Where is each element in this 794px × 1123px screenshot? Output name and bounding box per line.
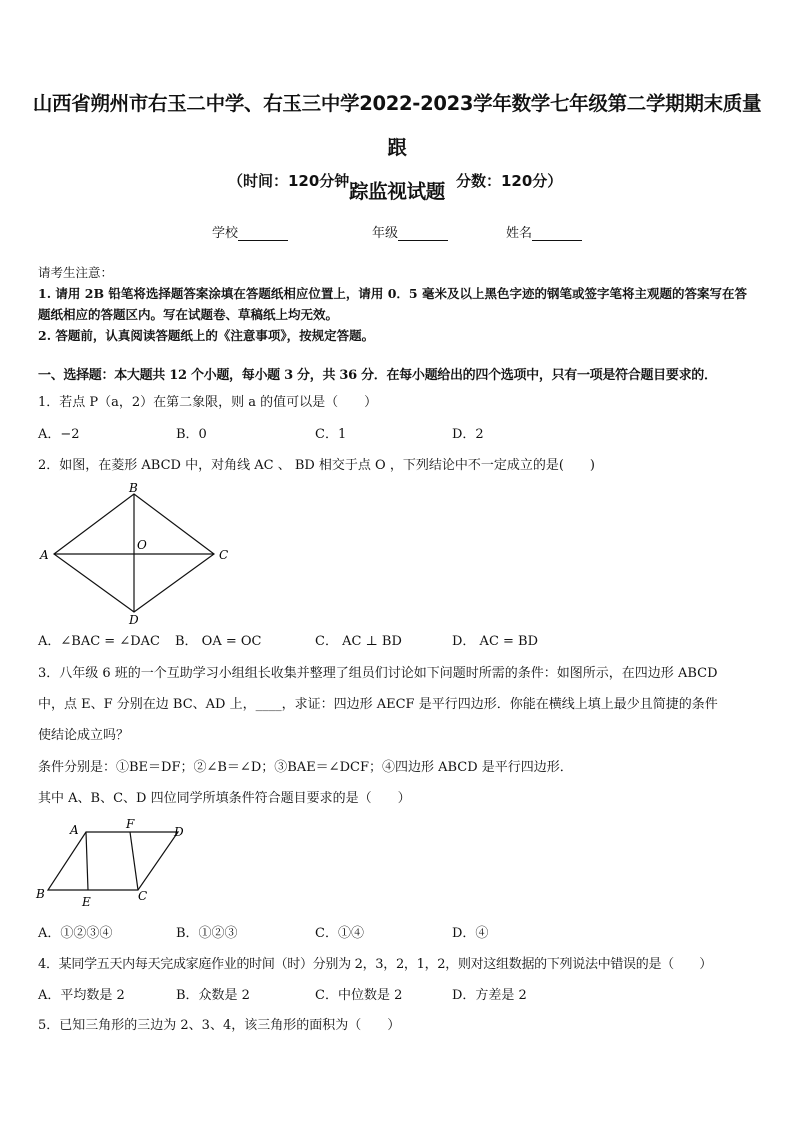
title-line-2: 踪监视试题 (348, 180, 445, 203)
question-5: 5．已知三角形的三边为 2、3、4，该三角形的面积为（ ） (38, 1018, 401, 1033)
student-info (0, 222, 794, 242)
exam-score: 分数：120分） (456, 172, 563, 190)
question-3 (38, 664, 758, 746)
label-d: D (129, 613, 139, 627)
q1-option-b[interactable]: B．0 (176, 427, 207, 442)
question-2-options (38, 632, 758, 652)
q3-option-c[interactable]: C．①④ (315, 926, 364, 941)
q2-option-c[interactable]: C． AC ⊥ BD (315, 634, 402, 649)
q2-option-a[interactable]: A．∠BAC = ∠DAC (38, 634, 160, 649)
school-label: 学校 (212, 226, 239, 241)
grade-field (372, 222, 448, 241)
q4-option-c[interactable]: C．中位数是 2 (315, 988, 403, 1003)
name-blank[interactable] (532, 226, 582, 241)
segment-ae (86, 832, 88, 890)
notice-heading: 请考生注意： (38, 265, 114, 280)
question-2: 2．如图，在菱形 ABCD 中，对角线 AC 、 BD 相交于点 O ，下列结论中不一定成立的是( ) (38, 458, 595, 473)
q1-option-c[interactable]: C．1 (315, 427, 347, 442)
q4-option-d[interactable]: D．方差是 2 (452, 988, 527, 1003)
notice-item-1: 1. 请用 2B 铅笔将选择题答案涂填在答题纸相应位置上，请用 0．5 毫米及以上黑色字迹的钢笔或签字笔将主观题的答案写在答题纸相应的答题区内。写在试题卷、草稿纸上均无效。 (38, 286, 747, 322)
title-line-1: 山西省朔州市右玉二中学、右玉三中学2022-2023学年数学七年级第二学期期末质量跟 (32, 92, 762, 159)
label-f: F (126, 818, 135, 831)
q3-line-3: 使结论成立吗？ (38, 728, 130, 743)
question-4-options (38, 986, 758, 1006)
label-a: A (40, 548, 49, 562)
name-label: 姓名 (506, 226, 533, 241)
exam-time: （时间：120分钟 (228, 172, 350, 190)
label-c: C (219, 548, 229, 562)
exam-title (30, 82, 764, 214)
grade-blank[interactable] (398, 226, 448, 241)
label-e: E (82, 895, 91, 909)
section-1-heading: 一、选择题：本大题共 12 个小题，每小题 3 分，共 36 分．在每小题给出的四个选项中，只有一项是符合题目要求的． (38, 368, 717, 383)
label-a: A (70, 823, 79, 837)
label-o: O (137, 538, 147, 552)
q4-option-b[interactable]: B．众数是 2 (176, 988, 250, 1003)
question-1-options (38, 425, 758, 445)
label-d: D (174, 825, 184, 839)
grade-label: 年级 (372, 226, 399, 241)
q3-option-a[interactable]: A．①②③④ (38, 926, 113, 941)
label-b: B (129, 482, 138, 495)
question-1: 1．若点 P（a，2）在第二象限，则 a 的值可以是（ ） (38, 395, 378, 410)
q3-line-2: 中，点 E、F 分别在边 BC、AD 上，____，求证：四边形 AECF 是平行四边形．你能在横线上填上最少且简捷的条件 (38, 697, 718, 712)
parallelogram-figure (30, 818, 200, 910)
q3-conditions: 条件分别是：①BE＝DF；②∠B＝∠D；③BAE＝∠DCF；④四边形 ABCD 是平行四边形． (38, 760, 573, 775)
q3-option-b[interactable]: B．①②③ (176, 926, 238, 941)
notice (38, 262, 756, 346)
question-3-options (38, 924, 758, 944)
label-c: C (138, 889, 148, 903)
school-blank[interactable] (238, 226, 288, 241)
exam-meta (0, 170, 794, 194)
parallelogram-outline (48, 832, 178, 890)
q3-ask: 其中 A、B、C、D 四位同学所填条件符合题目要求的是（ ） (38, 791, 411, 806)
q2-option-b[interactable]: B． OA = OC (175, 634, 262, 649)
rhombus-figure (30, 482, 250, 628)
q1-option-a[interactable]: A．−2 (38, 427, 80, 442)
name-field (506, 222, 582, 241)
q1-option-d[interactable]: D．2 (452, 427, 484, 442)
notice-item-2: 2. 答题前，认真阅读答题纸上的《注意事项》，按规定答题。 (38, 328, 375, 343)
label-b: B (36, 887, 45, 901)
q4-option-a[interactable]: A．平均数是 2 (38, 988, 125, 1003)
segment-fc (130, 832, 138, 890)
q3-line-1: 3．八年级 6 班的一个互助学习小组组长收集并整理了组员们讨论如下问题时所需的条件：如图所示，在四边形 ABCD (38, 666, 718, 681)
question-4: 4．某同学五天内每天完成家庭作业的时间（时）分别为 2，3，2，1，2，则对这组数据的下列说法中错误的是（ ） (38, 957, 712, 972)
q2-option-d[interactable]: D． AC = BD (452, 634, 539, 649)
school-field (212, 222, 288, 241)
q3-option-d[interactable]: D．④ (452, 926, 489, 941)
